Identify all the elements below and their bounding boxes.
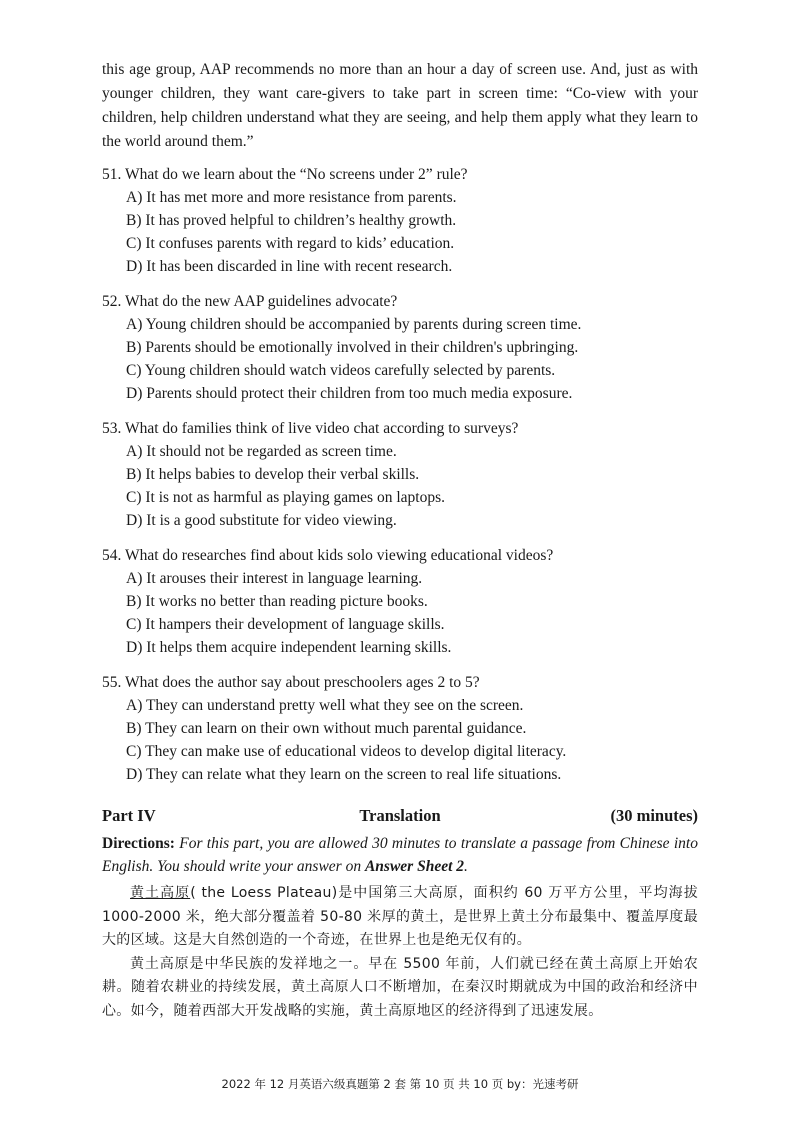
option-d: D) It helps them acquire independent learning skills. — [126, 639, 452, 656]
question-51 — [102, 163, 698, 278]
directions-label: Directions: — [102, 835, 175, 852]
directions — [102, 832, 698, 878]
option-d: D) Parents should protect their children from too much media exposure. — [126, 385, 573, 402]
question-53 — [102, 417, 698, 532]
question-stem: 54. What do researches find about kids solo viewing educational videos? — [102, 547, 554, 564]
option-c: C) It confuses parents with regard to kids’ education. — [126, 235, 455, 252]
directions-end: . — [464, 858, 468, 875]
question-stem: 55. What does the author say about preschoolers ages 2 to 5? — [102, 674, 480, 691]
translation-passage — [102, 882, 698, 1023]
option-d: D) They can relate what they learn on the screen to real life situations. — [126, 766, 562, 783]
underlined-term: 黄土高原 — [130, 885, 191, 901]
option-a: A) Young children should be accompanied by parents during screen time. — [126, 316, 582, 333]
option-b: B) Parents should be emotionally involved in their children's upbringing. — [126, 339, 579, 356]
part-title: Translation — [359, 806, 441, 825]
option-d: D) It has been discarded in line with recent research. — [126, 258, 453, 275]
paragraph-1-text: ( the Loess Plateau)是中国第三大高原，面积约 60 万平方公里，平均海拔 1000-2000 米，绝大部分覆盖着 50-80 米厚的黄土，是世界上黄土分布最集中、覆盖厚度最大的区域。这是大自然创造的一个奇迹，在世界上也是绝无仅有的。 — [102, 885, 698, 948]
part-header — [102, 806, 698, 830]
question-stem: 51. What do we learn about the “No screens under 2” rule? — [102, 166, 468, 183]
part-number: Part IV — [102, 806, 156, 825]
option-d: D) It is a good substitute for video viewing. — [126, 512, 397, 529]
option-b: B) They can learn on their own without much parental guidance. — [126, 720, 527, 737]
option-a: A) It has met more and more resistance from parents. — [126, 189, 457, 206]
reading-section — [102, 58, 698, 786]
translation-paragraph-1 — [102, 882, 698, 953]
option-a: A) They can understand pretty well what they see on the screen. — [126, 697, 524, 714]
passage-tail: this age group, AAP recommends no more than an hour a day of screen use. And, just as with younger children, they want care-givers to take part in screen time: “Co-view with your children, help children understand what they are seeing, and help them apply what they learn to the world around them.” — [102, 61, 698, 150]
part-time: (30 minutes) — [610, 806, 698, 825]
option-c: C) Young children should watch videos carefully selected by parents. — [126, 362, 556, 379]
option-b: B) It works no better than reading picture books. — [126, 593, 428, 610]
directions-body: For this part, you are allowed 30 minutes to translate a passage from Chinese into English. You should write your answer on — [102, 835, 698, 875]
question-55 — [102, 671, 698, 786]
option-c: C) They can make use of educational videos to develop digital literacy. — [126, 743, 567, 760]
page-footer: 2022 年 12 月英语六级真题第 2 套 第 10 页 共 10 页 by：光速考研 — [221, 1077, 579, 1091]
translation-paragraph-2: 黄土高原是中华民族的发祥地之一。早在 5500 年前，人们就已经在黄土高原上开始农耕。随着农耕业的持续发展，黄土高原人口不断增加，在秦汉时期就成为中国的政治和经济中心。如今，随着西部大开发战略的实施，黄土高原地区的经济得到了迅速发展。 — [102, 955, 698, 1019]
answer-sheet-ref: Answer Sheet 2 — [364, 858, 465, 875]
option-b: B) It helps babies to develop their verbal skills. — [126, 466, 420, 483]
question-54 — [102, 544, 698, 659]
question-stem: 53. What do families think of live video chat according to surveys? — [102, 420, 519, 437]
question-52 — [102, 290, 698, 405]
question-stem: 52. What do the new AAP guidelines advocate? — [102, 293, 398, 310]
option-a: A) It arouses their interest in language learning. — [126, 570, 423, 587]
option-a: A) It should not be regarded as screen time. — [126, 443, 397, 460]
option-b: B) It has proved helpful to children’s healthy growth. — [126, 212, 457, 229]
option-c: C) It is not as harmful as playing games on laptops. — [126, 489, 445, 506]
option-c: C) It hampers their development of language skills. — [126, 616, 445, 633]
